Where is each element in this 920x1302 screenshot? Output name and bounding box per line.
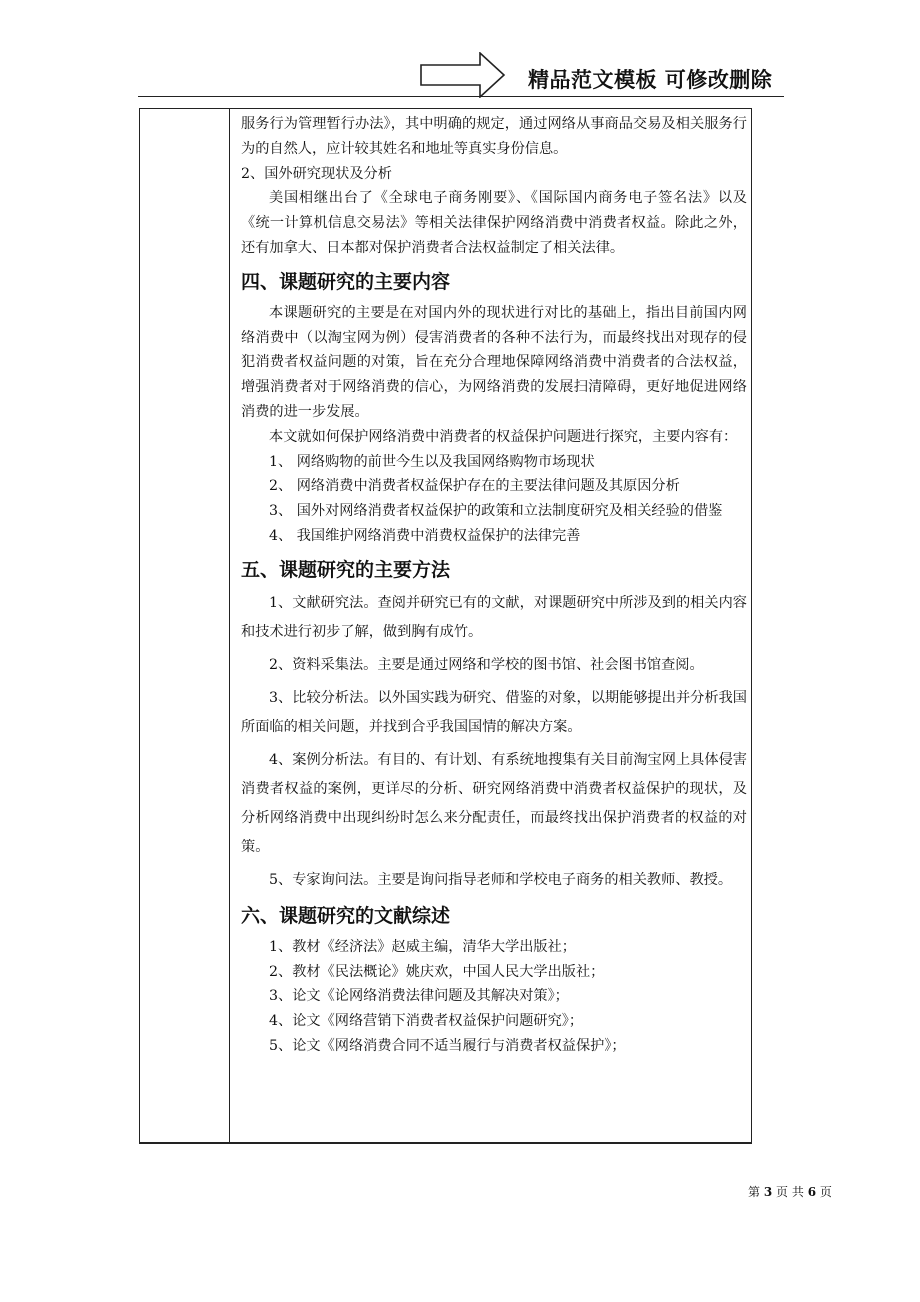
section-5-title: 五、课题研究的主要方法 [241, 558, 451, 581]
section-5-item: 3、比较分析法。以外国实践为研究、借鉴的对象，以期能够提出并分析我国所面临的相关问题，并找到合乎我国国情的解决方案。 [241, 689, 747, 735]
section-4-item: 4、 我国维护网络消费中消费权益保护的法律完善 [269, 527, 581, 544]
section-5-item: 1、文献研究法。查阅并研究已有的文献，对课题研究中所涉及到的相关内容和技术进行初步了解，做到胸有成竹。 [241, 594, 747, 640]
page-number [748, 1183, 832, 1200]
section-5-item: 4、案例分析法。有目的、有计划、有系统地搜集有关目前淘宝网上具体侵害消费者权益的案例，更详尽的分析、研究网络消费中消费者权益保护的现状，及分析网络消费中出现纠纷时怎么来分配责任，而最终找出保护消费者的权益的对策。 [241, 751, 747, 855]
form-table-content-cell [241, 112, 747, 1059]
section-4-paragraph-1: 本课题研究的主要是在对国内外的现状进行对比的基础上，指出目前国内网络消费中（以淘宝网为例）侵害消费者的各种不法行为，而最终找出对现存的侵犯消费者权益问题的对策，旨在充分合理地保障网络消费中消费者的合法权益，增强消费者对于网络消费的信心，为网络消费的发展扫清障碍，更好地促进网络消费的进一步发展。 [241, 304, 747, 420]
section-6-title: 六、课题研究的文献综述 [241, 904, 451, 927]
section-4-item: 3、 国外对网络消费者权益保护的政策和立法制度研究及相关经验的借鉴 [269, 503, 723, 520]
section-5-item: 2、资料采集法。主要是通过网络和学校的图书馆、社会图书馆查阅。 [269, 656, 704, 673]
section-5-item: 5、专家询问法。主要是询问指导老师和学校电子商务的相关教师、教授。 [269, 871, 733, 888]
foreign-research-paragraph: 美国相继出台了《全球电子商务刚要》、《国际国内商务电子签名法》以及《统一计算机信息交易法》等相关法律保护网络消费中消费者权益。除此之外，还有加拿大、日本都对保护消费者合法权益制定了相关法律。 [241, 190, 747, 256]
section-4-item: 2、 网络消费中消费者权益保护存在的主要法律问题及其原因分析 [269, 478, 680, 495]
reference-item: 2、教材《民法概论》姚庆欢，中国人民大学出版社； [269, 963, 605, 980]
header-rule [138, 96, 784, 97]
reference-item: 5、论文《网络消费合同不适当履行与消费者权益保护》； [269, 1037, 626, 1054]
reference-item: 4、论文《网络营销下消费者权益保护问题研究》； [269, 1013, 584, 1030]
intro-paragraph: 服务行为管理暂行办法》，其中明确的规定，通过网络从事商品交易及相关服务行为的自然人，应计较其姓名和地址等真实身份信息。 [241, 116, 747, 157]
page-middle: 页 共 [776, 1185, 804, 1199]
section-4-title: 四、课题研究的主要内容 [241, 270, 451, 293]
reference-item: 3、论文《论网络消费法律问题及其解决对策》； [269, 988, 569, 1005]
header-arrow-icon [420, 52, 506, 98]
header-title: 精品范文模板 可修改删除 [528, 68, 773, 92]
foreign-research-heading: 2、国外研究现状及分析 [241, 165, 392, 182]
form-table-column-divider [229, 108, 230, 1144]
section-4-paragraph-2: 本文就如何保护网络消费中消费者的权益保护问题进行探究，主要内容有： [269, 428, 738, 445]
reference-item: 1、教材《经济法》赵威主编，清华大学出版社； [269, 938, 576, 955]
page-suffix: 页 [819, 1185, 832, 1199]
section-4-item: 1、 网络购物的前世今生以及我国网络购物市场现状 [269, 453, 595, 470]
page-current: 3 [763, 1185, 773, 1199]
page-total: 6 [807, 1185, 817, 1199]
page-prefix: 第 [748, 1185, 761, 1199]
